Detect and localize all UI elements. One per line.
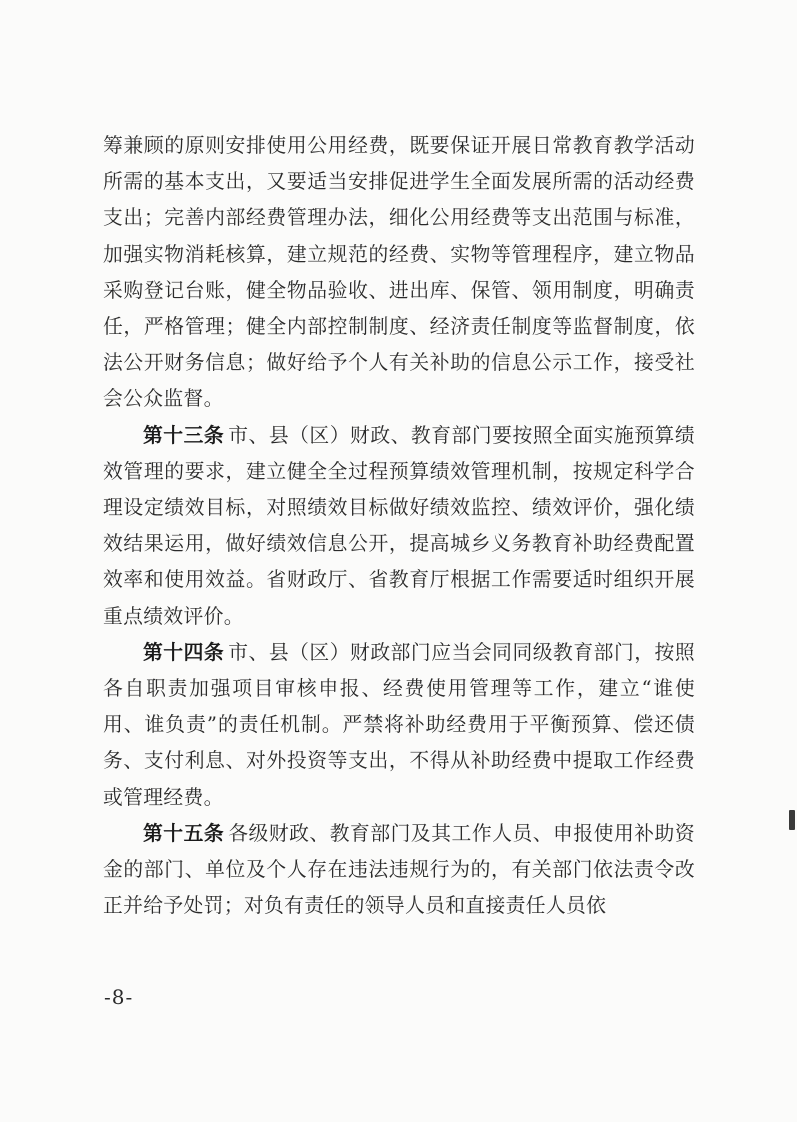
article-15-text: 各级财政、教育部门及其工作人员、申报使用补助资金的部门、单位及个人存在违法违规行为的，有关部门依法责令改正并给予处罚；对负有责任的领导人员和直接责任人员依 <box>103 821 695 918</box>
article-13-number: 第十三条 <box>143 423 225 447</box>
article-13-paragraph <box>103 418 695 635</box>
article-14-number: 第十四条 <box>143 640 225 664</box>
article-14-paragraph <box>103 635 695 816</box>
article-15-paragraph <box>103 816 695 925</box>
page-number: -8- <box>104 985 134 1009</box>
scan-edge-mark <box>789 810 795 830</box>
article-13-text: 市、县（区）财政、教育部门要按照全面实施预算绩效管理的要求，建立健全全过程预算绩效管理机制，按规定科学合理设定绩效目标，对照绩效目标做好绩效监控、绩效评价，强化绩效结果运用，做好绩效信息公开，提高城乡义务教育补助经费配置效率和使用效益。省财政厅、省教育厅根据工作需要适时组织开展重点绩效评价。 <box>103 423 695 628</box>
article-15-number: 第十五条 <box>143 821 225 845</box>
document-body <box>103 128 695 924</box>
article-14-text: 市、县（区）财政部门应当会同同级教育部门，按照各自职责加强项目审核申报、经费使用管理等工作，建立“谁使用、谁负责”的责任机制。严禁将补助经费用于平衡预算、偿还债务、支付利息、对外投资等支出，不得从补助经费中提取工作经费或管理经费。 <box>103 640 695 809</box>
continuation-paragraph: 筹兼顾的原则安排使用公用经费，既要保证开展日常教育教学活动所需的基本支出，又要适当安排促进学生全面发展所需的活动经费支出；完善内部经费管理办法，细化公用经费等支出范围与标准，加强实物消耗核算，建立规范的经费、实物等管理程序，建立物品采购登记台账，健全物品验收、进出库、保管、领用制度，明确责任，严格管理；健全内部控制制度、经济责任制度等监督制度，依法公开财务信息；做好给予个人有关补助的信息公示工作，接受社会公众监督。 <box>103 134 695 411</box>
